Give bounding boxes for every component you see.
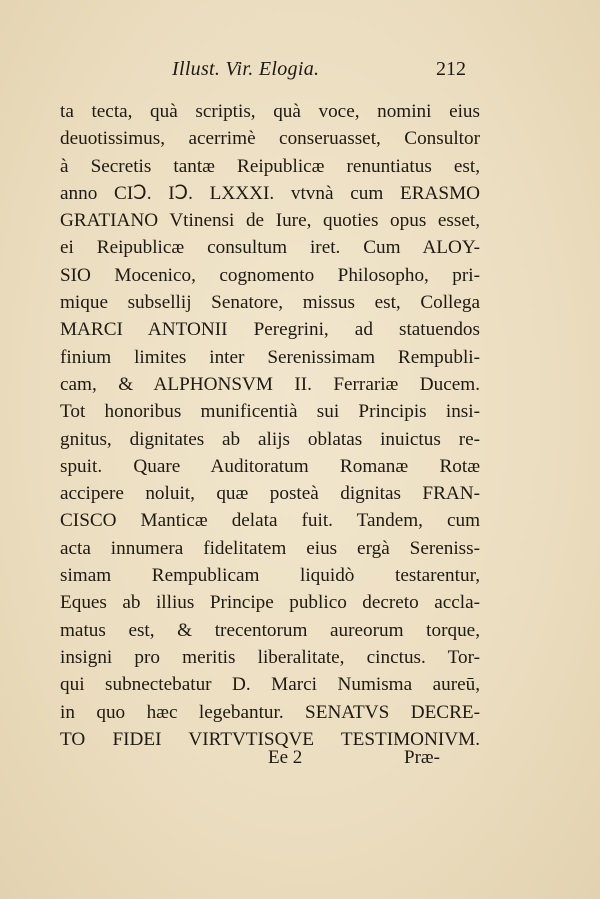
text-line: finium limites inter Serenissimam Rempubli- bbox=[60, 346, 480, 368]
catchword: Præ- bbox=[404, 747, 440, 768]
text-line: Eques ab illius Principe publico decreto accla- bbox=[60, 592, 480, 614]
text-line: matus est, & trecentorum aureorum torque, bbox=[60, 619, 480, 641]
page-number: 212 bbox=[436, 58, 466, 80]
running-title: Illust. Vir. Elogia. bbox=[172, 58, 320, 80]
page-footer bbox=[0, 747, 600, 777]
text-line: à Secretis tantæ Reipublicæ renuntiatus est, bbox=[60, 155, 480, 177]
text-line: cam, & ALPHONSVM II. Ferrariæ Ducem. bbox=[60, 373, 480, 395]
text-line: gnitus, dignitates ab alijs oblatas inuictus re- bbox=[60, 428, 480, 450]
text-line: ei Reipublicæ consultum iret. Cum ALOY- bbox=[60, 237, 480, 259]
text-line: simam Rempublicam liquidò testarentur, bbox=[60, 565, 480, 587]
text-line: insigni pro meritis liberalitate, cinctus. Tor- bbox=[60, 646, 480, 668]
text-line: TO FIDEI VIRTVTISQVE TESTIMONIVM. bbox=[60, 728, 480, 750]
page-header bbox=[0, 58, 600, 86]
text-line: mique subsellij Senatore, missus est, Collega bbox=[60, 292, 480, 314]
text-line: Tot honoribus munificentià sui Principis insi- bbox=[60, 401, 480, 423]
text-line: qui subnectebatur D. Marci Numisma aureū, bbox=[60, 674, 480, 696]
text-line: ta tecta, quà scriptis, quà voce, nomini eius bbox=[60, 101, 480, 122]
text-line: in quo hæc legebantur. SENATVS DECRE- bbox=[60, 701, 480, 723]
text-line: acta innumera fidelitatem eius ergà Sereniss- bbox=[60, 537, 480, 559]
text-line: SIO Mocenico, cognomento Philosopho, pri- bbox=[60, 264, 480, 286]
text-line: spuit. Quare Auditoratum Romanæ Rotæ bbox=[60, 455, 480, 477]
text-line: GRATIANO Vtinensi de Iure, quoties opus esset, bbox=[60, 210, 480, 232]
signature-mark: Ee 2 bbox=[268, 747, 303, 768]
body-text bbox=[60, 98, 480, 753]
text-line: deuotissimus, acerrimè conseruasset, Consultor bbox=[60, 128, 480, 150]
text-line: anno CIↃ. IↃ. LXXXI. vtvnà cum ERASMO bbox=[60, 182, 480, 204]
text-line: accipere noluit, quæ posteà dignitas FRAN- bbox=[60, 483, 480, 505]
text-line: CISCO Manticæ delata fuit. Tandem, cum bbox=[60, 510, 480, 532]
text-line: MARCI ANTONII Peregrini, ad statuendos bbox=[60, 319, 480, 341]
